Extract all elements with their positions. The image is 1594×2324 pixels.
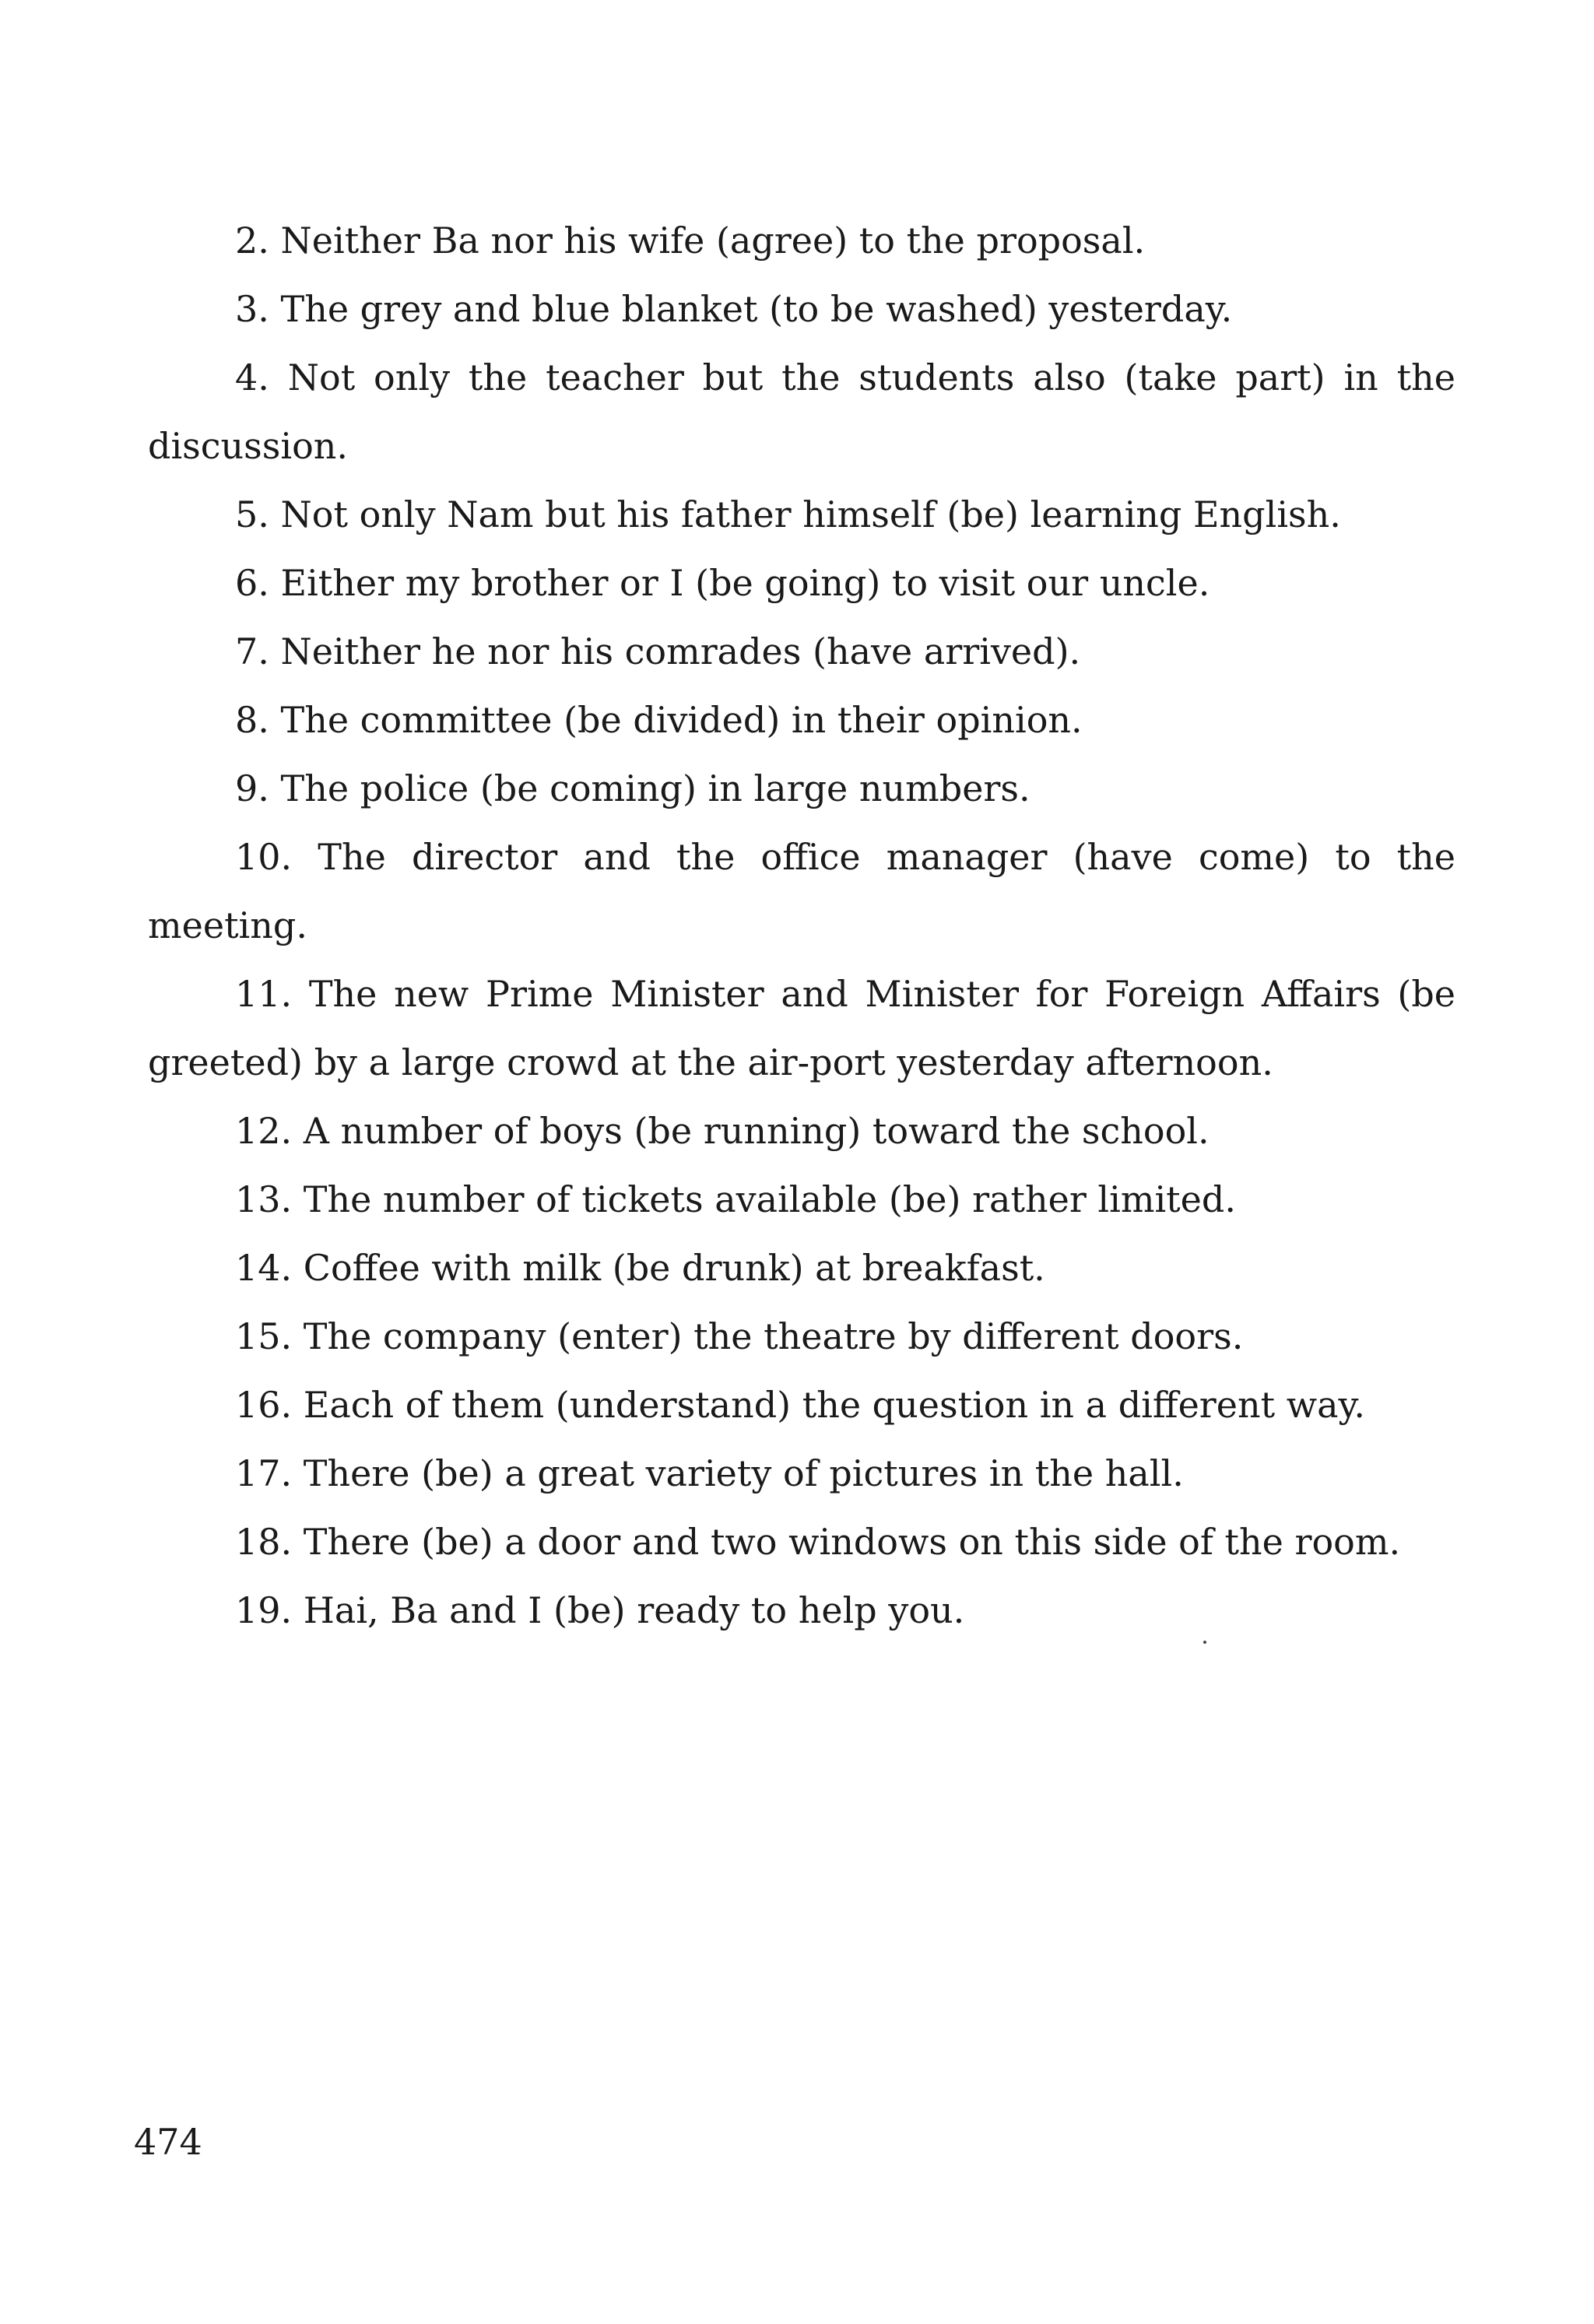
item-number: 19. [235,1589,293,1631]
exercise-item-16 [148,1371,1455,1439]
item-number: 10. [235,836,293,878]
item-number: 14. [235,1247,293,1289]
exercise-item-9 [148,754,1455,823]
exercise-item-19 [148,1576,1455,1645]
item-number: 15. [235,1315,293,1357]
item-text: Each of them (understand) the question in a different way. [303,1384,1366,1426]
exercise-item-12 [148,1097,1455,1165]
exercise-item-4 [148,343,1455,480]
item-text: The new Prime Minister and Minister for Foreign Affairs (be greeted) by a large crowd at the air-port yesterday afternoon. [148,973,1455,1083]
exercise-item-3 [148,275,1455,343]
item-text: Not only the teacher but the students also (take part) in the discussion. [148,356,1455,467]
exercise-list [148,206,1455,1645]
item-text: There (be) a great variety of pictures in the hall. [303,1452,1184,1494]
exercise-item-14 [148,1234,1455,1302]
item-number: 17. [235,1452,293,1494]
item-text: The grey and blue blanket (to be washed) yesterday. [280,288,1233,330]
item-number: 5. [235,493,269,535]
item-text: Coffee with milk (be drunk) at breakfast. [303,1247,1045,1289]
item-number: 16. [235,1384,293,1426]
item-text: Not only Nam but his father himself (be) learning English. [280,493,1341,535]
exercise-item-13 [148,1165,1455,1234]
item-number: 3. [235,288,269,330]
exercise-item-15 [148,1302,1455,1371]
item-text: The number of tickets available (be) rather limited. [303,1178,1236,1220]
exercise-item-2 [148,206,1455,275]
item-number: 11. [235,973,293,1015]
item-text: There (be) a door and two windows on this side of the room. [303,1521,1401,1563]
page-number: 474 [134,2121,202,2163]
item-number: 18. [235,1521,293,1563]
item-text: Neither he nor his comrades (have arrived). [280,630,1081,672]
item-text: Hai, Ba and I (be) ready to help you. [303,1589,965,1631]
item-text: The company (enter) the theatre by different doors. [303,1315,1244,1357]
item-number: 8. [235,699,269,741]
item-number: 7. [235,630,269,672]
item-text: The police (be coming) in large numbers. [280,767,1030,809]
item-text: The committee (be divided) in their opinion. [280,699,1083,741]
exercise-item-18 [148,1508,1455,1576]
item-number: 6. [235,562,269,604]
item-number: 12. [235,1110,293,1152]
exercise-item-8 [148,686,1455,754]
exercise-item-6 [148,549,1455,617]
item-number: 4. [235,356,269,398]
item-text: Either my brother or I (be going) to visit our uncle. [280,562,1210,604]
item-number: 9. [235,767,269,809]
item-text: The director and the office manager (have come) to the meeting. [148,836,1455,946]
scan-speck [1203,1641,1206,1644]
exercise-item-17 [148,1439,1455,1508]
item-number: 13. [235,1178,293,1220]
exercise-item-10 [148,823,1455,960]
item-number: 2. [235,219,269,262]
item-text: Neither Ba nor his wife (agree) to the proposal. [280,219,1146,262]
exercise-item-11 [148,960,1455,1097]
exercise-item-5 [148,480,1455,549]
exercise-item-7 [148,617,1455,686]
item-text: A number of boys (be running) toward the school. [303,1110,1210,1152]
